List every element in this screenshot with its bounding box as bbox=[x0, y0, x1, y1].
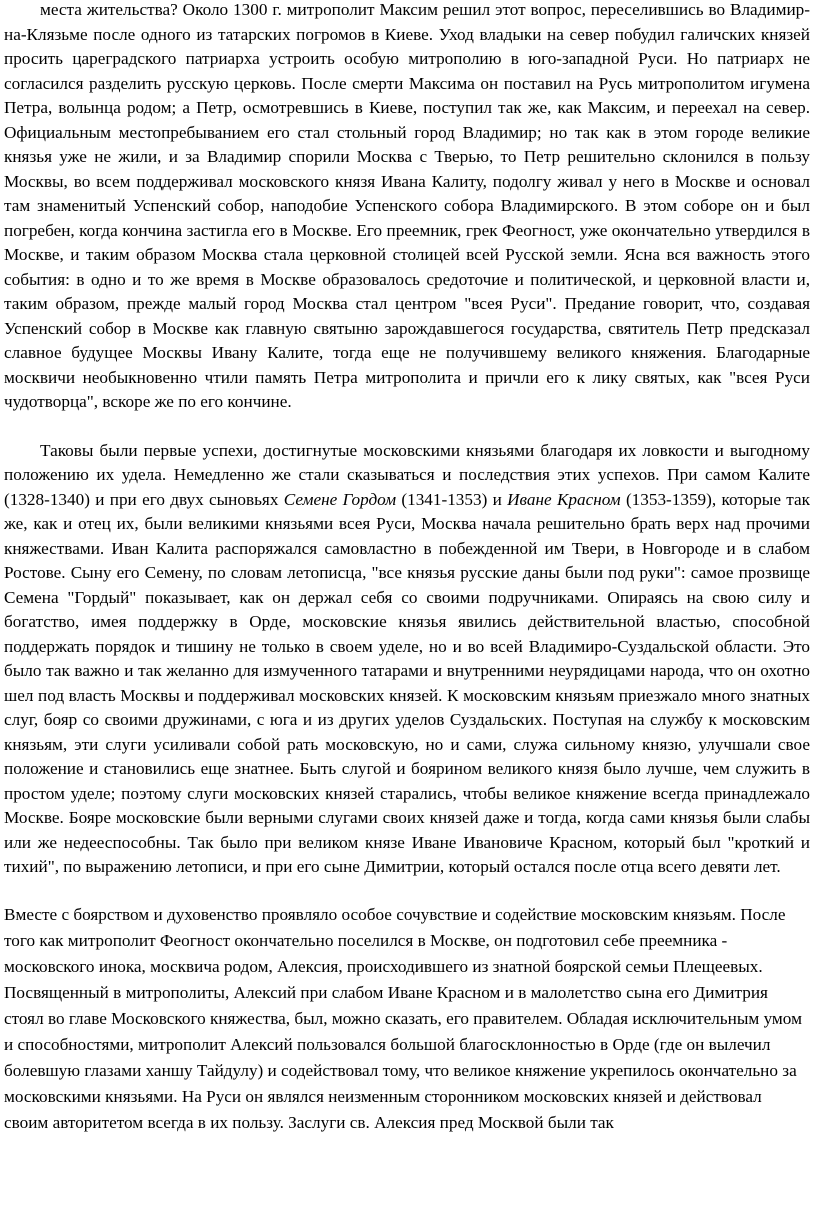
paragraph-text: (1341-1353) и bbox=[396, 489, 508, 509]
paragraph-metropolitans bbox=[4, 0, 810, 415]
italic-name-semen: Семене Гордом bbox=[283, 489, 397, 509]
paragraph-text: Таковы были первые успехи, достигнутые московскими князьями благодаря их ловкости и выгодному положению их удела. Немедленно же стали сказываться и последствия этих успехов. При самом Калите (1328-1340) и при его двух сыновьях bbox=[4, 440, 810, 509]
paragraph-clergy-support bbox=[4, 902, 810, 1137]
paragraph-moscow-successes bbox=[4, 439, 810, 880]
paragraph-text: (1353-1359), которые так же, как и отец их, были великими князьями всея Руси, Москва начала решительно брать верх над прочими княжествами. Иван Калита распоряжался самовластно в побежденной им Твери, в Новгороде и в слабом Ростове. Сыну его Семену, по словам летописца, "все князья русские даны были под руки": самое прозвище Семена "Гордый" показывает, как он держал себя со своими подручниками. Опираясь на свою силу и богатство, имея поддержку в Орде, московские князья явились действительной властью, способной поддержать порядок и тишину не только в своем уделе, но и во всей Владимиро-Суздальской области. Это было так важно и так желанно для измученного татарами и внутренними неурядицами народа, что он охотно шел под власть Москвы и поддерживал московских князей. К московским князьям приезжало много знатных слуг, бояр со своими дружинами, с юга и из других уделов Суздальских. Поступая на службу к московским князьям, эти слуги усиливали собой рать московскую, но и сами, служа сильному князю, улучшали свое положение и становились еще знатнее. Быть слугой и боярином великого князя было лучше, чем служить в простом уделе; поэтому слуги московских князей старались, чтобы великое княжение всегда принадлежало Москве. Бояре московские были верными слугами своих князей даже и тогда, когда сами князья были слабы или же недееспособны. Так было при великом князе Иване Ивановиче Красном, который был "кроткий и тихий", по выражению летописи, и при его сыне Димитрии, который остался после отца всего девяти лет. bbox=[4, 489, 811, 876]
italic-name-ivan: Иване Красном bbox=[507, 489, 621, 509]
paragraph-text: Вместе с боярством и духовенство проявляло особое сочувствие и содействие московским князьям. После того как митрополит Феогност окончательно поселился в Москве, он подготовил себе преемника - московского инока, москвича родом, Алексия, происходившего из знатной боярской семьи Плещеевых. Посвященный в митрополиты, Алексий при слабом Иване Красном и в малолетство сына его Димитрия стоял во главе Московского княжества, был, можно сказать, его правителем. Обладая исключительным умом и способностями, митрополит Алексий пользовался большой благосклонностью в Орде (где он вылечил болевшую глазами ханшу Тайдулу) и содействовал тому, что великое княжение укрепилось окончательно за московскими князьями. На Руси он являлся неизменным сторонником московских князей и действовал своим авторитетом всегда в их пользу. Заслуги св. Алексия пред Москвой были так bbox=[4, 904, 802, 1133]
paragraph-text: места жительства? Около 1300 г. митрополит Максим решил этот вопрос, переселившись во Владимир-на-Клязьме после одного из татарских погромов в Киеве. Уход владыки на север побудил галичских князей просить цареградского патриарха устроить особую митрополию в юго-западной Руси. Но патриарх не согласился разделить русскую церковь. После смерти Максима он поставил на Русь митрополитом игумена Петра, волынца родом; а Петр, осмотревшись в Киеве, поступил так же, как Максим, и переехал на север. Официальным местопребыванием его стал стольный город Владимир; но так как в этом городе великие князья уже не жили, и за Владимир спорили Москва с Тверью, то Петр решительно склонился в пользу Москвы, во всем поддерживал московского князя Ивана Калиту, подолгу живал у него в Москве и основал там знаменитый Успенский собор, наподобие Успенского собора Владимирского. В этом соборе он и был погребен, когда кончина застигла его в Москве. Его преемник, грек Феогност, уже окончательно утвердился в Москве, и таким образом Москва стала церковной столицей всей Русской земли. Ясна вся важность этого события: в одно и то же время в Москве образовалось средоточие и политической, и церковной власти и, таким образом, прежде малый город Москва стал центром "всея Руси". Предание говорит, что, создавая Успенский собор в Москве как главную святыню зарождавшегося государства, святитель Петр предсказал славное будущее Москвы Ивану Калите, тогда еще не получившему великого княжения. Благодарные москвичи необыкновенно чтили память Петра митрополита и причли его к лику святых, как "всея Руси чудотворца", вскоре же по его кончине. bbox=[4, 0, 810, 411]
